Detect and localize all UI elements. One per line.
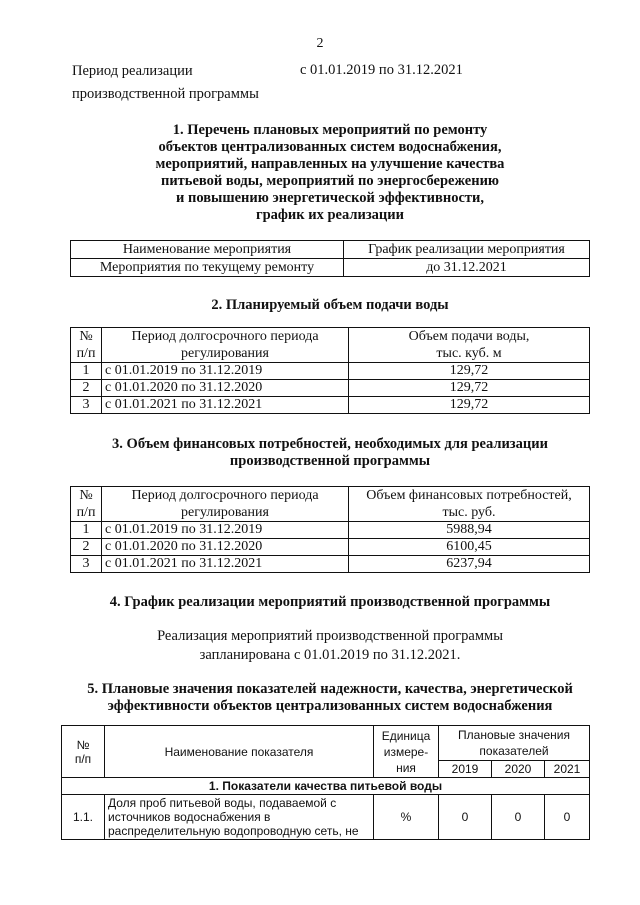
section3-table	[70, 486, 590, 573]
section4-text	[60, 627, 600, 665]
row-value: 129,72	[349, 363, 590, 380]
row-period: с 01.01.2020 по 31.12.2020	[102, 539, 349, 556]
row-unit: %	[374, 795, 439, 840]
period-value: с 01.01.2019 по 31.12.2021	[300, 62, 463, 78]
header-line: Единица	[381, 728, 431, 743]
section3-title-line: производственной программы	[229, 453, 431, 469]
table-cell: до 31.12.2021	[344, 259, 590, 277]
header-cell-year: 2019	[439, 761, 492, 778]
row-name-line: распределительную водопроводную сеть, не	[108, 824, 359, 838]
table-row	[71, 363, 590, 380]
section5-title	[60, 681, 600, 715]
header-line: Плановые значения	[458, 728, 570, 742]
period-label-line1: Период реализации	[72, 63, 193, 79]
row-num: 1.1.	[62, 795, 105, 840]
section3-title-line: 3. Объем финансовых потребностей, необходимых для реализации	[112, 436, 548, 452]
section1-title-line: питьевой воды, мероприятий по энергосбережению	[160, 173, 500, 189]
row-num: 1	[71, 522, 102, 539]
section2-table	[70, 327, 590, 414]
header-line: ния	[396, 760, 416, 775]
section5-title-line: эффективности объектов централизованных систем водоснабжения	[107, 698, 553, 714]
row-value: 5988,94	[349, 522, 590, 539]
header-line: измере-	[383, 744, 429, 759]
table-row	[71, 380, 590, 397]
header-cell-unit	[374, 726, 439, 778]
header-line: тыс. руб.	[442, 505, 496, 520]
table-row	[71, 522, 590, 539]
section1-table	[70, 240, 590, 277]
header-line: Объем финансовых потребностей,	[366, 488, 572, 503]
header-cell-num	[62, 726, 105, 778]
table-header-row	[71, 328, 590, 363]
page-number: 2	[316, 36, 324, 51]
header-cell-period	[102, 487, 349, 522]
header-line: тыс. куб. м	[436, 346, 502, 361]
header-cell-name: Наименование показателя	[105, 726, 374, 778]
group-title: 1. Показатели качества питьевой воды	[62, 778, 590, 795]
row-value: 6237,94	[349, 556, 590, 573]
section2-title: 2. Планируемый объем подачи воды	[211, 297, 449, 313]
header-line: п/п	[76, 346, 96, 361]
row-name-line: источников водоснабжения в	[108, 810, 271, 824]
row-num: 3	[71, 397, 102, 414]
table-header-row	[71, 241, 590, 259]
row-period: с 01.01.2021 по 31.12.2021	[102, 397, 349, 414]
header-cell: График реализации мероприятия	[344, 241, 590, 259]
header-cell: Наименование мероприятия	[71, 241, 344, 259]
row-value: 129,72	[349, 380, 590, 397]
header-line: №	[79, 488, 93, 503]
header-line: регулирования	[181, 505, 269, 520]
table-header-row	[71, 487, 590, 522]
section4-title: 4. График реализации мероприятий производственной программы	[109, 594, 551, 610]
section1-title-line: объектов централизованных систем водоснабжения,	[158, 139, 502, 155]
header-line: Период долгосрочного периода	[131, 488, 319, 503]
row-num: 2	[71, 539, 102, 556]
row-period: с 01.01.2019 по 31.12.2019	[102, 363, 349, 380]
header-cell-year: 2021	[545, 761, 590, 778]
row-period: с 01.01.2021 по 31.12.2021	[102, 556, 349, 573]
row-period: с 01.01.2019 по 31.12.2019	[102, 522, 349, 539]
section5-table	[61, 725, 590, 840]
row-period: с 01.01.2020 по 31.12.2020	[102, 380, 349, 397]
table-header-row	[62, 726, 590, 761]
header-line: п/п	[76, 505, 96, 520]
header-cell-plan	[439, 726, 590, 761]
header-cell-year: 2020	[492, 761, 545, 778]
table-row	[71, 397, 590, 414]
header-line: п/п	[74, 751, 92, 766]
section1-title-line: мероприятий, направленных на улучшение качества	[155, 156, 505, 172]
row-name-line: Доля проб питьевой воды, подаваемой с	[108, 796, 337, 810]
header-line: Объем подачи воды,	[408, 329, 530, 344]
period-label-line2: производственной программы	[72, 86, 259, 102]
row-num: 3	[71, 556, 102, 573]
table-row	[71, 556, 590, 573]
header-line: №	[76, 737, 90, 752]
table-row	[62, 795, 590, 840]
header-line: №	[79, 329, 93, 344]
header-line: показателей	[479, 744, 549, 758]
table-group-row	[62, 778, 590, 795]
table-cell: Мероприятия по текущему ремонту	[71, 259, 344, 277]
row-value: 129,72	[349, 397, 590, 414]
section4-text-line: Реализация мероприятий производственной программы	[157, 628, 503, 644]
section1-title-line: и повышению энергетической эффективности,	[176, 190, 484, 206]
row-name	[105, 795, 374, 840]
section1-title-line: 1. Перечень плановых мероприятий по ремонту	[172, 122, 488, 138]
header-cell-value	[349, 487, 590, 522]
row-value: 0	[545, 795, 590, 840]
period-label	[72, 60, 302, 106]
table-row	[71, 539, 590, 556]
header-cell-num	[71, 328, 102, 363]
header-cell-num	[71, 487, 102, 522]
table-row	[71, 259, 590, 277]
row-value: 0	[492, 795, 545, 840]
section5-title-line: 5. Плановые значения показателей надежности, качества, энергетической	[87, 681, 573, 697]
section1-title-line: график их реализации	[255, 207, 404, 223]
section4-text-line: запланирована с 01.01.2019 по 31.12.2021.	[199, 647, 461, 663]
row-num: 1	[71, 363, 102, 380]
section3-title	[60, 436, 600, 470]
row-num: 2	[71, 380, 102, 397]
section1-title	[60, 122, 600, 224]
header-line: Период долгосрочного периода	[131, 329, 319, 344]
header-cell-period	[102, 328, 349, 363]
header-cell-value	[349, 328, 590, 363]
row-value: 6100,45	[349, 539, 590, 556]
row-value: 0	[439, 795, 492, 840]
header-line: регулирования	[181, 346, 269, 361]
